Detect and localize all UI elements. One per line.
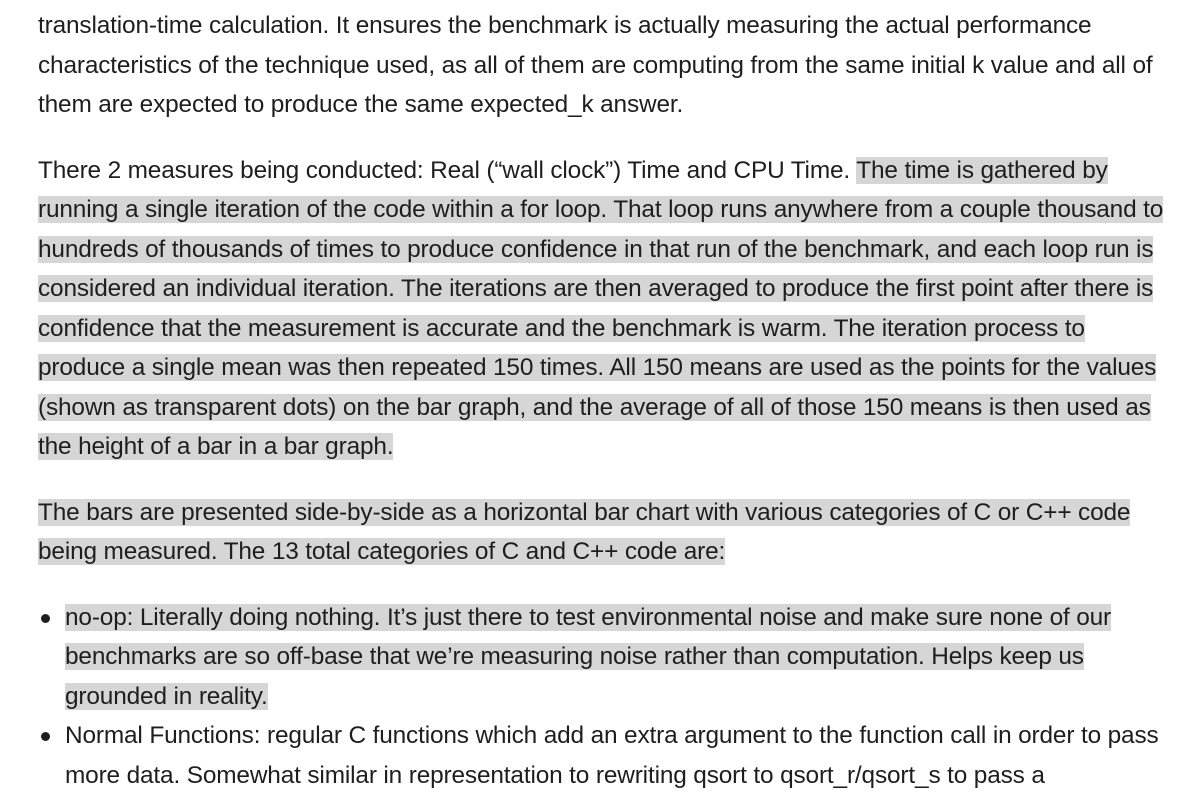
measures-paragraph-highlight: The time is gathered by running a single iteration of the code within a for loop. That loop runs anywhere from a couple thousand to hundreds of thousands of times to produce confidence in that run of the benchmark, and each loop run is considered an individual iteration. The iterations are then averaged to produce the first point after there is confidence that the measurement is accurate and the benchmark is warm. The iteration process to produce a single mean was then repeated 150 times. All 150 means are used as the points for the values (shown as transparent dots) on the bar graph, and the average of all of those 150 means is then used as the height of a bar in a bar graph. (38, 157, 1163, 461)
bars-paragraph (38, 493, 1166, 572)
categories-list (38, 598, 1166, 795)
measures-paragraph (38, 151, 1166, 467)
bars-paragraph-text: The bars are presented side-by-side as a horizontal bar chart with various categories of C or C++ code being measured. The 13 total categories of C and C++ code are: (38, 499, 1130, 566)
list-item (65, 716, 1166, 795)
article-body (38, 6, 1166, 795)
intro-paragraph-text: translation-time calculation. It ensures the benchmark is actually measuring the actual performance characteristics of the technique used, as all of them are computing from the same initial k value and all of them are expected to produce the same expected_k answer. (38, 12, 1153, 118)
measures-paragraph-plain: There 2 measures being conducted: Real (“wall clock”) Time and CPU Time. (38, 157, 856, 184)
list-item (65, 598, 1166, 717)
intro-paragraph (38, 6, 1166, 125)
list-item-text: Normal Functions: regular C functions which add an extra argument to the function call in order to pass more data. Somewhat similar in representation to rewriting qsort to qsort_r/qsort_s to pass a (65, 722, 1159, 789)
list-item-text: no-op: Literally doing nothing. It’s just there to test environmental noise and make sure none of our benchmarks are so off-base that we’re measuring noise rather than computation. Helps keep us grounded in reality. (65, 604, 1111, 710)
